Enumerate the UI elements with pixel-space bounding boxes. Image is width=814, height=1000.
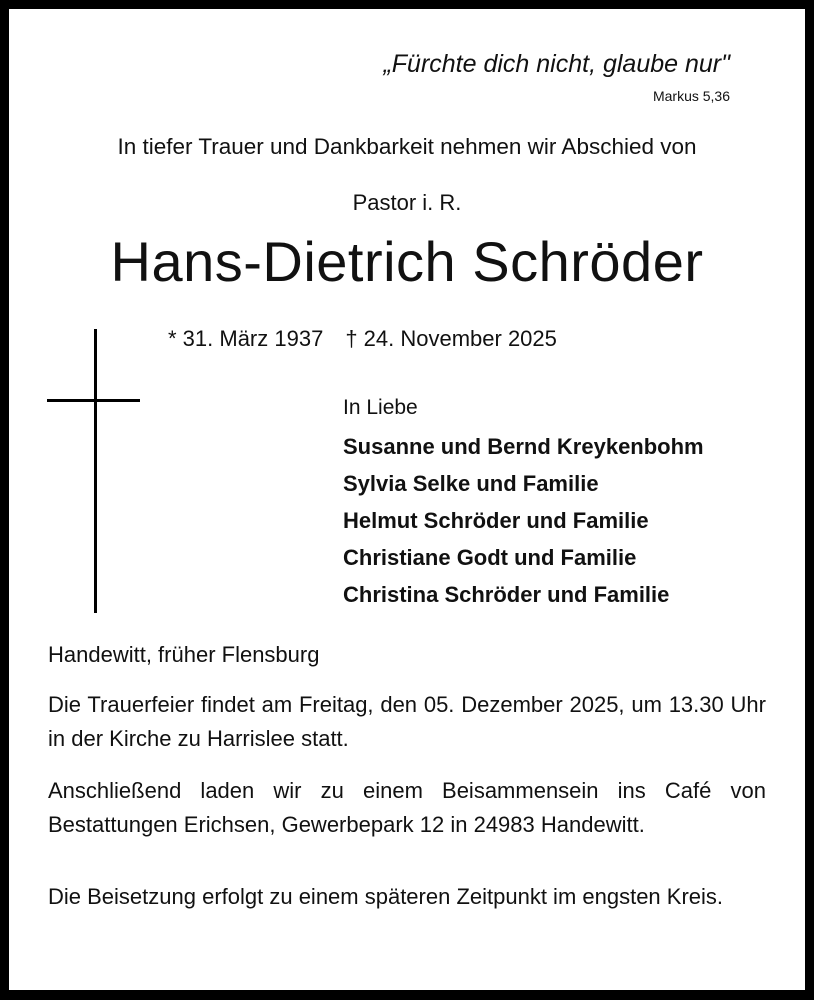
life-dates: [168, 326, 557, 352]
bible-quote: „Fürchte dich nicht, glaube nur": [383, 50, 730, 78]
funeral-service-info: Die Trauerfeier findet am Freitag, den 05. Dezember 2025, um 13.30 Uhr in der Kirche zu Harrislee statt.: [48, 692, 766, 751]
intro-text: In tiefer Trauer und Dankbarkeit nehmen wir Abschied von: [117, 134, 697, 159]
mourner-name: Christina Schröder und Familie: [343, 582, 670, 607]
mourner-name: Susanne und Bernd Kreykenbohm: [343, 434, 704, 459]
mourner-name: Helmut Schröder und Familie: [343, 508, 649, 533]
deceased-name: Hans-Dietrich Schröder: [110, 230, 704, 293]
residence-place: Handewitt, früher Flensburg: [48, 642, 320, 667]
reception-info: Anschließend laden wir zu einem Beisammensein ins Café von Bestattungen Erichsen, Gewerbepark 12 in 24983 Handewitt.: [48, 778, 766, 837]
birth-date: * 31. März 1937: [168, 326, 324, 351]
burial-info: Die Beisetzung erfolgt zu einem späteren Zeitpunkt im engsten Kreis.: [48, 884, 724, 909]
cross-vertical-bar: [94, 329, 97, 613]
bible-reference: Markus 5,36: [652, 88, 730, 104]
mourner-name: Sylvia Selke und Familie: [343, 471, 599, 496]
cross-horizontal-bar: [47, 399, 140, 402]
mourner-name: Christiane Godt und Familie: [343, 545, 637, 570]
death-date: † 24. November 2025: [345, 326, 557, 351]
love-line: In Liebe: [343, 396, 418, 419]
deceased-title: Pastor i. R.: [352, 190, 462, 215]
